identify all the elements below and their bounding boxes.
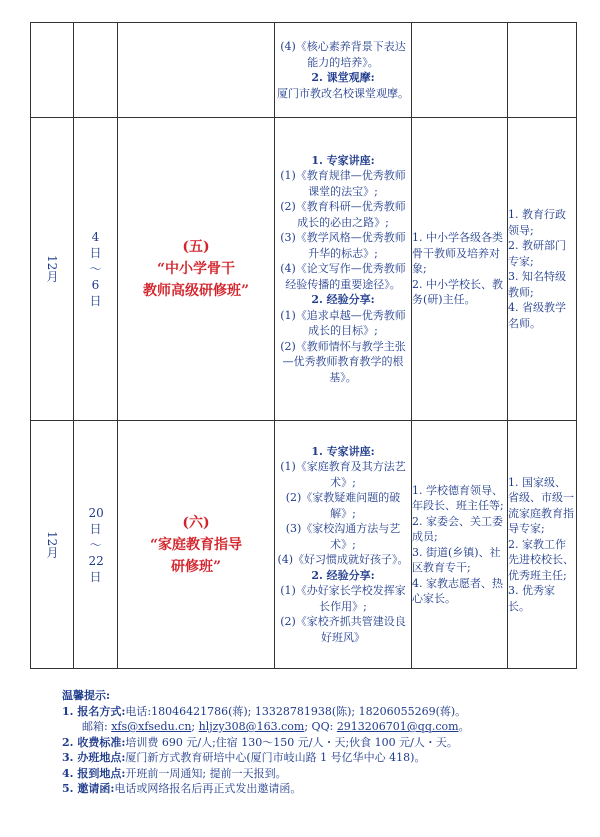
content-cell <box>275 118 412 421</box>
tip-invite: 5. 邀请函:电话或网络报名后再正式发出邀请函。 <box>62 782 302 795</box>
target-cell <box>412 118 508 421</box>
expert-item: 2. 教研部门专家; <box>508 239 566 268</box>
section-heading: 2. 经验分享: <box>311 293 375 307</box>
content-item: (1)《教育规律—优秀教师课堂的法宝》; <box>280 169 406 198</box>
day-text: 20日～22日 <box>88 505 104 584</box>
tip-report: 4. 报到地点:开班前一周通知; 提前一天报到。 <box>62 766 287 780</box>
tip-location: 3. 办班地点:厦门新方式教育研培中心(厦门市岐山路 1 号亿华中心 418)。 <box>62 751 426 764</box>
table-row <box>31 23 577 118</box>
expert-item: 3. 知名特级教师; <box>508 270 566 299</box>
month-cell <box>31 118 74 421</box>
content-item: (3)《教学风格—优秀教师升华的标志》; <box>280 231 406 260</box>
content-cell <box>275 421 412 669</box>
section-heading: 2. 经验分享: <box>311 568 375 582</box>
target-item: 1. 学校德育领导、年段长、班主任等; <box>412 483 504 512</box>
class-name-line: 教师高级研修班” <box>142 283 250 299</box>
content-item: (4)《好习惯成就好孩子》。 <box>277 553 409 567</box>
day-cell <box>74 118 118 421</box>
email-link-1[interactable]: xfs@xfsedu.cn <box>111 720 192 733</box>
target-cell <box>412 421 508 669</box>
expert-item: 1. 教育行政领导; <box>508 208 566 237</box>
class-name-line: “家庭教育指导 <box>149 536 243 553</box>
day-cell <box>74 23 118 118</box>
class-name-cell <box>118 421 275 669</box>
day-text: 4日～6日 <box>89 230 102 308</box>
day-cell <box>74 421 118 669</box>
tips-title: 温馨提示: <box>62 689 111 702</box>
content-item: (2)《教师情怀与教学主张—优秀教师教育教学的根基》。 <box>280 339 406 384</box>
section-heading: 1. 专家讲座: <box>311 153 375 167</box>
class-name-cell <box>118 118 275 421</box>
table-row <box>31 118 577 421</box>
expert-cell <box>508 118 577 421</box>
class-name-line: (六) <box>182 514 210 531</box>
expert-item: 1. 国家级、省级、市级一流家庭教育指导专家; <box>508 475 574 536</box>
content-item: (4)《核心素养背景下表达能力的培养》。 <box>280 40 406 69</box>
target-item: 2. 中小学校长、教务(研)主任。 <box>412 277 503 307</box>
content-cell <box>275 23 412 118</box>
expert-item: 4. 省级教学名师。 <box>508 301 566 330</box>
content-item: (1)《办好家长学校发挥家长作用》; <box>280 584 406 613</box>
tip-fee: 2. 收费标准:培训费 690 元/人;住宿 130～150 元/人・天;伙食 100 元/人・天。 <box>62 735 458 749</box>
target-item: 3. 街道(乡镇)、社区教育专干; <box>412 545 501 574</box>
expert-item: 3. 优秀家长。 <box>508 584 555 613</box>
tips-section <box>62 688 582 797</box>
expert-item: 2. 家教工作先进校校长、优秀班主任; <box>508 537 574 582</box>
content-item: (3)《家校沟通方法与艺术》; <box>285 522 401 551</box>
email-link-2[interactable]: hljzy308@163.com <box>198 720 305 733</box>
expert-cell <box>508 23 577 118</box>
month-text: 12月 <box>45 530 59 559</box>
content-item: (1)《追求卓越—优秀教师成长的目标》; <box>280 308 406 338</box>
content-item: (4)《论文写作—优秀教师经验传播的重要途径》。 <box>280 262 406 291</box>
content-item: (2)《家校齐抓共管建设良好班风》 <box>280 615 406 644</box>
month-cell <box>31 23 74 118</box>
target-cell <box>412 23 508 118</box>
month-text: 12月 <box>45 255 59 283</box>
target-item: 1. 中小学各级各类骨干教师及培养对象; <box>412 231 503 276</box>
content-item: 厦门市教改名校课堂观摩。 <box>277 86 409 100</box>
content-item: (1)《家庭教育及其方法艺术》; <box>280 460 406 489</box>
schedule-table <box>30 22 577 669</box>
class-name-line: (五) <box>182 239 210 255</box>
tip-signup: 1. 报名方式:电话:18046421786(蒋); 13328781938(陈); 18206055269(蒋)。 <box>62 704 467 718</box>
section-heading: 2. 课堂观摩: <box>311 71 375 84</box>
class-name-line: 研修班” <box>170 558 222 575</box>
expert-cell <box>508 421 577 669</box>
target-item: 4. 家教志愿者、热心家长。 <box>412 576 503 605</box>
class-name-cell <box>118 23 275 118</box>
table-row <box>31 421 577 669</box>
class-name-line: “中小学骨干 <box>156 261 236 277</box>
tip-contact-mail: 邮箱: xfs@xfsedu.cn; hljzy308@163.com; QQ: 2913206701@qq.com。 <box>82 720 470 733</box>
section-heading: 1. 专家讲座: <box>311 444 375 458</box>
month-cell <box>31 421 74 669</box>
target-item: 2. 家委会、关工委成员; <box>412 514 503 543</box>
content-item: (2)《教育科研—优秀教师成长的必由之路》; <box>280 200 406 229</box>
content-item: (2)《家教疑难问题的破解》; <box>285 491 401 520</box>
qq-link[interactable]: 2913206701@qq.com <box>336 720 459 733</box>
